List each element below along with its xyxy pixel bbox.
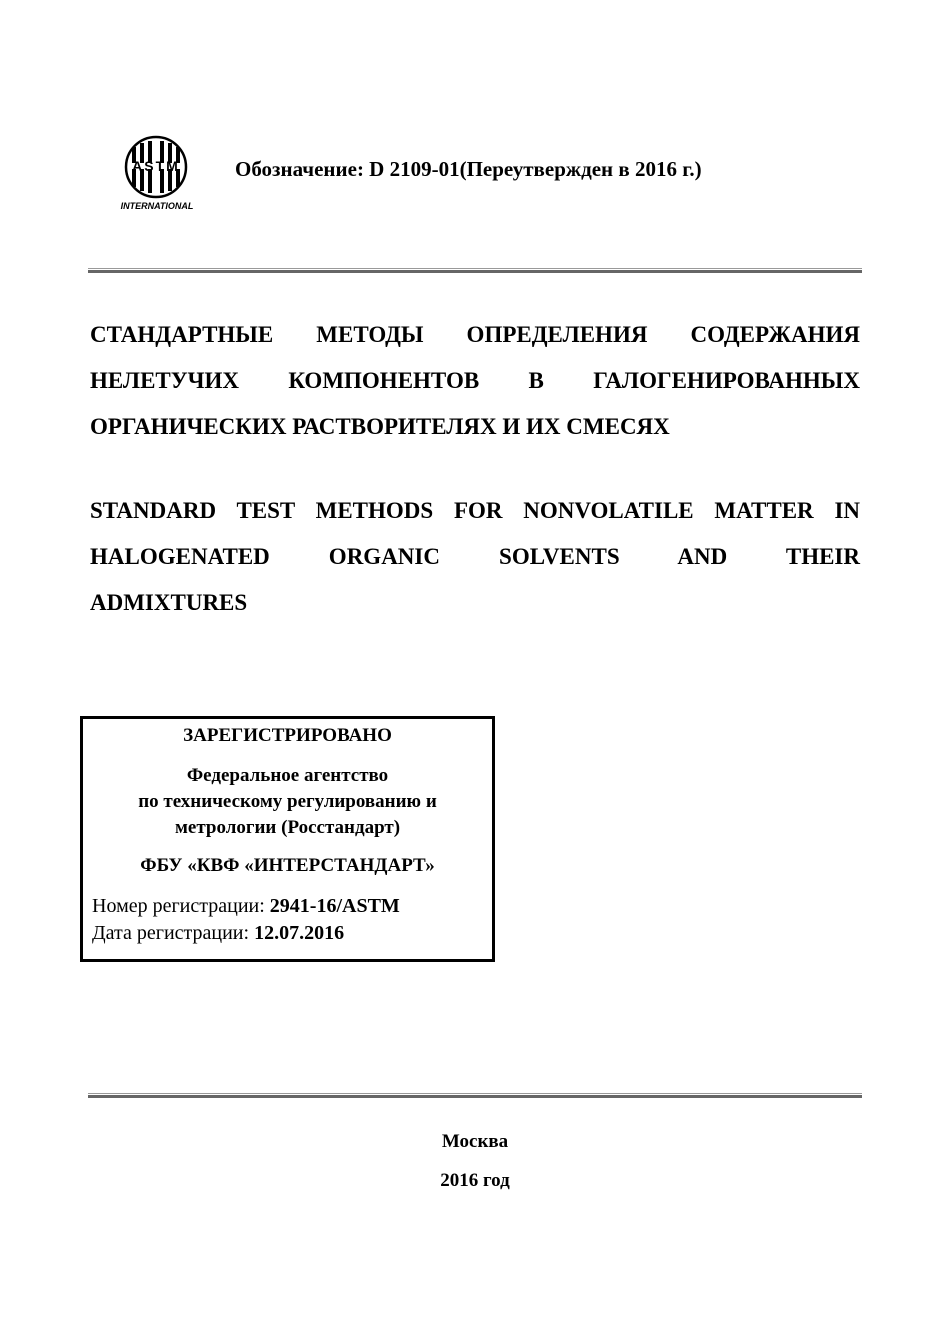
registration-org: ФБУ «КВФ «ИНТЕРСТАНДАРТ» [140, 855, 435, 876]
registration-stamp-box [80, 716, 495, 962]
top-divider [88, 268, 862, 274]
registration-number-label: Номер регистрации: [92, 895, 265, 917]
footer-year: 2016 год [440, 1170, 510, 1191]
registration-number-row [92, 895, 400, 918]
title-english [90, 488, 860, 626]
title-ru-line-2: НЕЛЕТУЧИХ КОМПОНЕНТОВ В ГАЛОГЕНИРОВАННЫХ [90, 368, 860, 393]
agency-line-1: Федеральное агентство [186, 765, 389, 786]
agency-line-3: метрологии (Росстандарт) [174, 817, 401, 838]
title-en-line-1: STANDARD TEST METHODS FOR NONVOLATILE MATTER IN [90, 498, 860, 523]
registration-date-row [92, 922, 344, 945]
astm-logo-icon [114, 133, 204, 211]
astm-logo [114, 133, 204, 211]
registration-date-label: Дата регистрации: [92, 922, 250, 944]
footer-city: Москва [441, 1131, 509, 1152]
title-en-line-2: HALOGENATED ORGANIC SOLVENTS AND THEIR [90, 544, 860, 569]
title-ru-line-1: СТАНДАРТНЫЕ МЕТОДЫ ОПРЕДЕЛЕНИЯ СОДЕРЖАНИЯ [90, 322, 860, 347]
svg-text:INTERNATIONAL: INTERNATIONAL [120, 201, 194, 211]
registration-heading: ЗАРЕГИСТРИРОВАНО [183, 725, 392, 746]
registration-number-value: 2941-16/ASTM [269, 895, 400, 917]
title-ru-line-3: ОРГАНИЧЕСКИХ РАСТВОРИТЕЛЯХ И ИХ СМЕСЯХ [90, 414, 670, 439]
title-russian [90, 312, 860, 450]
title-en-line-3: ADMIXTURES [90, 590, 248, 615]
registration-date-value: 12.07.2016 [254, 922, 345, 944]
document-designation: Обозначение: D 2109-01(Переутвержден в 2016 г.) [235, 157, 702, 181]
svg-text:ASTM: ASTM [132, 158, 180, 174]
bottom-divider [88, 1093, 862, 1099]
agency-line-2: по техническому регулированию и [138, 791, 437, 812]
